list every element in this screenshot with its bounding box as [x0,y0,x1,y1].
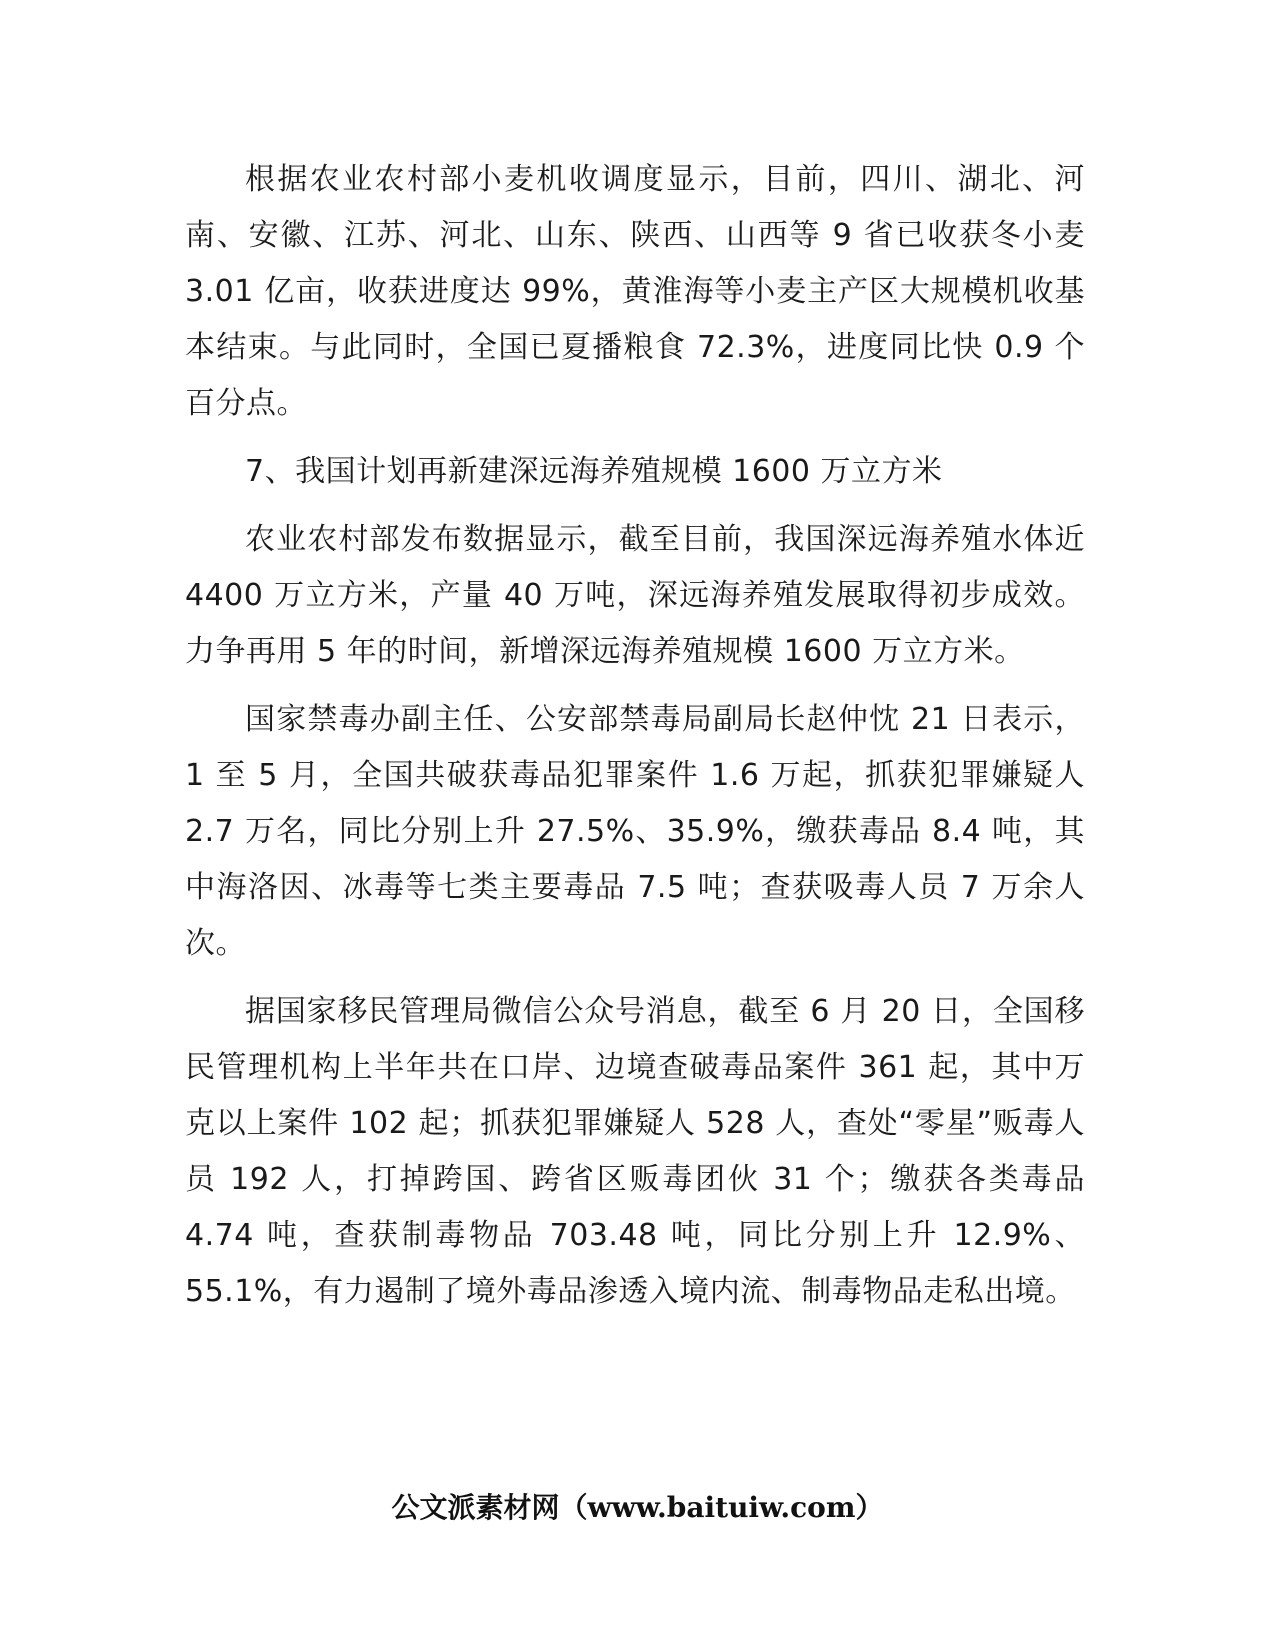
footer-watermark: 公文派素材网（www.baituiw.com） [391,1491,884,1524]
document-body [185,152,1085,1332]
section-heading-deep-sea-aquaculture: 7、我国计划再新建深远海养殖规模 1600 万立方米 [245,454,943,489]
paragraph-deep-sea-aquaculture: 农业农村部发布数据显示，截至目前，我国深远海养殖水体近 4400 万立方米，产量 40 万吨，深远海养殖发展取得初步成效。力争再用 5 年的时间，新增深远海养殖规模 1600 万立方米。 [185,522,1085,669]
paragraph-drug-enforcement: 国家禁毒办副主任、公安部禁毒局副局长赵仲忱 21 日表示，1 至 5 月，全国共破获毒品犯罪案件 1.6 万起，抓获犯罪嫌疑人 2.7 万名，同比分别上升 27.5%、35.9%，缴获毒品 8.4 吨，其中海洛因、冰毒等七类主要毒品 7.5 吨；查获吸毒人员 7 万余人次。 [185,702,1085,961]
paragraph-wheat-harvest: 根据农业农村部小麦机收调度显示，目前，四川、湖北、河南、安徽、江苏、河北、山东、陕西、山西等 9 省已收获冬小麦 3.01 亿亩，收获进度达 99%，黄淮海等小麦主产区大规模机收基本结束。与此同时，全国已夏播粮食 72.3%，进度同比快 0.9 个百分点。 [185,162,1085,421]
paragraph-immigration-drug-cases: 据国家移民管理局微信公众号消息，截至 6 月 20 日，全国移民管理机构上半年共在口岸、边境查破毒品案件 361 起，其中万克以上案件 102 起；抓获犯罪嫌疑人 528 人，查处“零星”贩毒人员 192 人，打掉跨国、跨省区贩毒团伙 31 个；缴获各类毒品 4.74 吨，查获制毒物品 703.48 吨，同比分别上升 12.9%、55.1%，有力遏制了境外毒品渗透入境内流、制毒物品走私出境。 [185,994,1085,1309]
